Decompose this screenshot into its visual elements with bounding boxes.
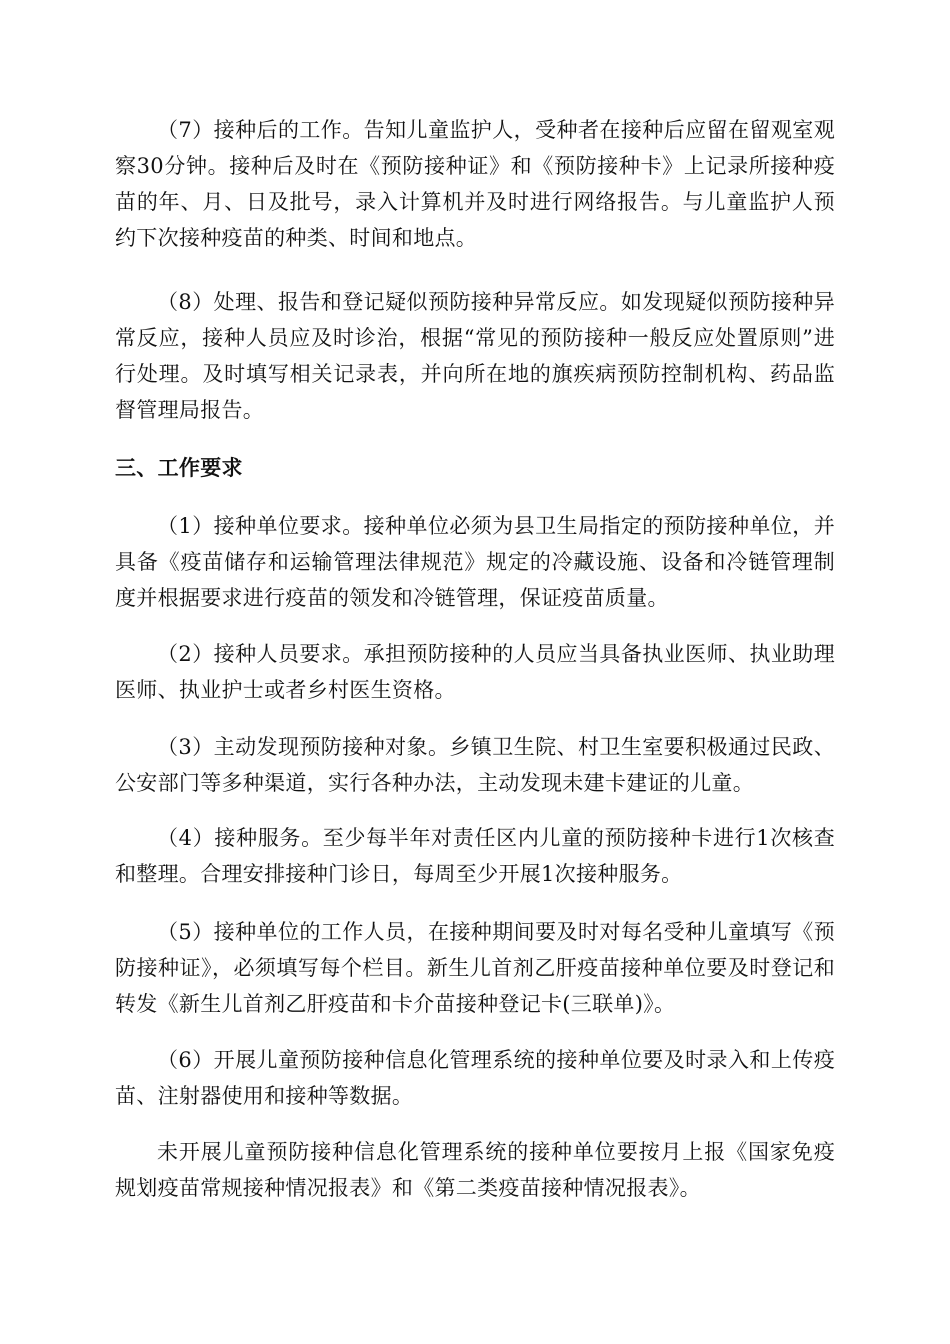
paragraph-post-vaccination-work: （7）接种后的工作。告知儿童监护人，受种者在接种后应留在留观室观察30分钟。接种后及时在《预防接种证》和《预防接种卡》上记录所接种疫苗的年、月、日及批号，录入计算机并及时进行网络报告。与儿童监护人预约下次接种疫苗的种类、时间和地点。: [115, 118, 835, 250]
requirement-item-3: （3）主动发现预防接种对象。乡镇卫生院、村卫生室要积极通过民政、公安部门等多种渠道，实行各种办法，主动发现未建卡建证的儿童。: [115, 735, 835, 795]
requirement-item-4: （4）接种服务。至少每半年对责任区内儿童的预防接种卡进行1次核查和整理。合理安排接种门诊日，每周至少开展1次接种服务。: [115, 826, 835, 886]
requirement-item-5: （5）接种单位的工作人员，在接种期间要及时对每名受种儿童填写《预防接种证》，必须填写每个栏目。新生儿首剂乙肝疫苗接种单位要及时登记和转发《新生儿首剂乙肝疫苗和卡介苗接种登记卡(三联单)》。: [115, 920, 835, 1016]
requirement-item-6: （6）开展儿童预防接种信息化管理系统的接种单位要及时录入和上传疫苗、注射器使用和接种等数据。: [115, 1048, 835, 1108]
section-heading: 三、工作要求: [115, 455, 243, 480]
paragraph-adverse-reaction-handling: （8）处理、报告和登记疑似预防接种异常反应。如发现疑似预防接种异常反应，接种人员应及时诊治，根据“常见的预防接种一般反应处置原则”进行处理。及时填写相关记录表，并向所在地的旗疾病预防控制机构、药品监督管理局报告。: [115, 290, 835, 422]
closing-note: 未开展儿童预防接种信息化管理系统的接种单位要按月上报《国家免疫规划疫苗常规接种情况报表》和《第二类疫苗接种情况报表》。: [115, 1140, 835, 1200]
requirement-item-1: （1）接种单位要求。接种单位必须为县卫生局指定的预防接种单位，并具备《疫苗储存和运输管理法律规范》规定的冷藏设施、设备和冷链管理制度并根据要求进行疫苗的领发和冷链管理，保证疫苗质量。: [115, 514, 835, 610]
requirement-item-2: （2）接种人员要求。承担预防接种的人员应当具备执业医师、执业助理医师、执业护士或者乡村医生资格。: [115, 642, 835, 702]
